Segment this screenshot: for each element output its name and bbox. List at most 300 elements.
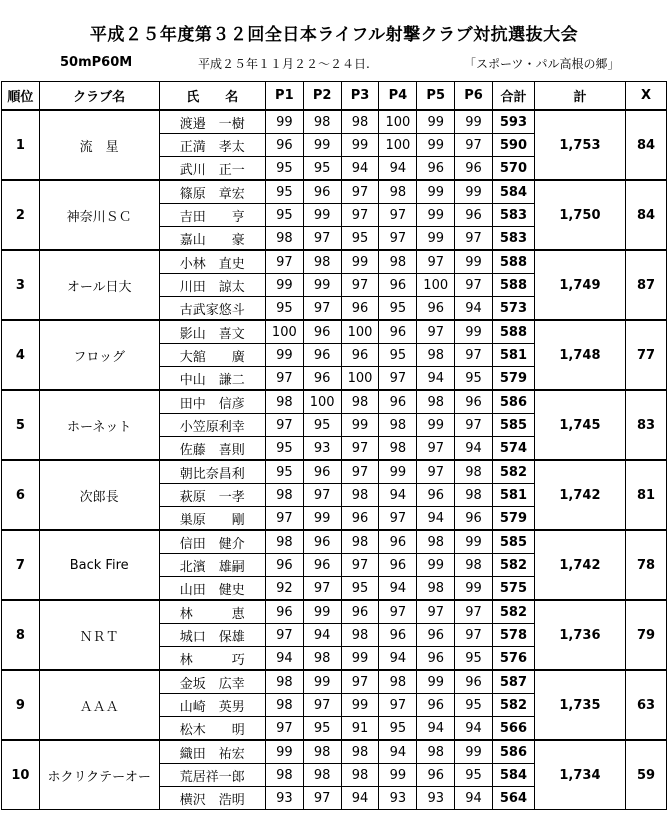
page-title: 平成２５年度第３２回全日本ライフル射撃クラブ対抗選抜大会 — [89, 25, 579, 45]
series-score-p6: 95 — [455, 694, 493, 717]
team-total: 1,734 — [534, 740, 625, 810]
series-score-p1: 96 — [265, 600, 303, 624]
series-score-p5: 99 — [417, 227, 455, 251]
team-rank: 6 — [2, 460, 40, 530]
series-score-p2: 97 — [303, 694, 341, 717]
table-row — [2, 250, 667, 274]
shooter-name: 田中 信彦 — [159, 390, 265, 414]
p5-header: P5 — [417, 82, 455, 111]
p4-header: P4 — [379, 82, 417, 111]
shooter-name: 川田 諒太 — [159, 274, 265, 297]
series-score-p2: 97 — [303, 227, 341, 251]
series-score-p4: 96 — [379, 530, 417, 554]
series-score-p6: 96 — [455, 204, 493, 227]
series-score-p2: 99 — [303, 600, 341, 624]
series-score-p6: 96 — [455, 670, 493, 694]
club-name: 流 星 — [39, 110, 159, 180]
team-group — [2, 110, 667, 180]
series-score-p2: 99 — [303, 274, 341, 297]
shooter-name: 吉田 亨 — [159, 204, 265, 227]
shooter-name: 古武家悠斗 — [159, 297, 265, 321]
series-score-p4: 94 — [379, 577, 417, 601]
results-table — [1, 81, 667, 810]
series-score-p2: 98 — [303, 647, 341, 671]
series-score-p4: 97 — [379, 694, 417, 717]
series-score-p4: 95 — [379, 297, 417, 321]
series-score-p6: 95 — [455, 647, 493, 671]
series-score-p5: 99 — [417, 414, 455, 437]
series-score-p6: 97 — [455, 600, 493, 624]
series-score-p1: 98 — [265, 764, 303, 787]
series-score-p1: 99 — [265, 274, 303, 297]
series-score-p3: 99 — [341, 694, 379, 717]
team-group — [2, 530, 667, 600]
series-score-p5: 97 — [417, 600, 455, 624]
series-score-p1: 97 — [265, 717, 303, 741]
shooter-subtotal: 588 — [492, 274, 534, 297]
series-score-p3: 94 — [341, 157, 379, 181]
shooter-name: 大舘 廣 — [159, 344, 265, 367]
table-row — [2, 740, 667, 764]
series-score-p1: 100 — [265, 320, 303, 344]
series-score-p2: 98 — [303, 250, 341, 274]
series-score-p1: 98 — [265, 390, 303, 414]
team-total: 1,753 — [534, 110, 625, 180]
series-score-p3: 100 — [341, 320, 379, 344]
team-rank: 4 — [2, 320, 40, 390]
series-score-p2: 97 — [303, 297, 341, 321]
shooter-name: 嘉山 豪 — [159, 227, 265, 251]
team-x-count: 84 — [625, 180, 666, 250]
series-score-p1: 98 — [265, 530, 303, 554]
series-score-p2: 97 — [303, 787, 341, 810]
series-score-p2: 94 — [303, 624, 341, 647]
series-score-p3: 96 — [341, 344, 379, 367]
header-row — [2, 82, 667, 111]
venue-label: 「スポーツ・パル高根の郷」 — [464, 57, 620, 71]
series-score-p5: 96 — [417, 297, 455, 321]
team-x-count: 87 — [625, 250, 666, 320]
series-score-p2: 93 — [303, 437, 341, 461]
team-rank: 8 — [2, 600, 40, 670]
series-score-p2: 98 — [303, 740, 341, 764]
team-group — [2, 390, 667, 460]
shooter-name: 荒居祥一郎 — [159, 764, 265, 787]
shooter-name: 信田 健介 — [159, 530, 265, 554]
table-row — [2, 600, 667, 624]
series-score-p1: 97 — [265, 250, 303, 274]
shooter-name: 正満 孝太 — [159, 134, 265, 157]
team-total: 1,736 — [534, 600, 625, 670]
club-name: オール日大 — [39, 250, 159, 320]
team-total: 1,735 — [534, 670, 625, 740]
series-score-p4: 94 — [379, 740, 417, 764]
shooter-subtotal: 585 — [492, 414, 534, 437]
series-score-p6: 99 — [455, 110, 493, 134]
team-x-count: 59 — [625, 740, 666, 810]
series-score-p6: 97 — [455, 274, 493, 297]
series-score-p3: 95 — [341, 227, 379, 251]
total-header: 計 — [534, 82, 625, 111]
series-score-p4: 96 — [379, 624, 417, 647]
team-total: 1,742 — [534, 530, 625, 600]
club-name: ホーネット — [39, 390, 159, 460]
team-total: 1,749 — [534, 250, 625, 320]
series-score-p6: 97 — [455, 134, 493, 157]
team-x-count: 78 — [625, 530, 666, 600]
table-row — [2, 320, 667, 344]
series-score-p5: 98 — [417, 740, 455, 764]
series-score-p3: 97 — [341, 180, 379, 204]
series-score-p3: 99 — [341, 647, 379, 671]
series-score-p3: 98 — [341, 484, 379, 507]
series-score-p4: 99 — [379, 460, 417, 484]
shooter-name: 巣原 剛 — [159, 507, 265, 531]
series-score-p2: 96 — [303, 180, 341, 204]
team-total: 1,750 — [534, 180, 625, 250]
series-score-p5: 94 — [417, 507, 455, 531]
series-score-p3: 97 — [341, 204, 379, 227]
shooter-subtotal: 585 — [492, 530, 534, 554]
series-score-p6: 99 — [455, 180, 493, 204]
shooter-subtotal: 575 — [492, 577, 534, 601]
club-name: フロッグ — [39, 320, 159, 390]
series-score-p2: 97 — [303, 577, 341, 601]
series-score-p2: 99 — [303, 204, 341, 227]
series-score-p5: 99 — [417, 204, 455, 227]
series-score-p2: 96 — [303, 367, 341, 391]
series-score-p5: 96 — [417, 624, 455, 647]
series-score-p3: 99 — [341, 250, 379, 274]
rank-header: 順位 — [2, 82, 40, 111]
series-score-p6: 97 — [455, 624, 493, 647]
shooter-name: 武川 正一 — [159, 157, 265, 181]
series-score-p1: 98 — [265, 694, 303, 717]
series-score-p2: 96 — [303, 554, 341, 577]
series-score-p5: 96 — [417, 764, 455, 787]
shooter-subtotal: 584 — [492, 764, 534, 787]
series-score-p5: 96 — [417, 484, 455, 507]
series-score-p4: 99 — [379, 764, 417, 787]
series-score-p4: 96 — [379, 320, 417, 344]
series-score-p4: 94 — [379, 484, 417, 507]
series-score-p4: 100 — [379, 134, 417, 157]
series-score-p4: 98 — [379, 414, 417, 437]
shooter-subtotal: 582 — [492, 694, 534, 717]
series-score-p4: 97 — [379, 204, 417, 227]
series-score-p5: 96 — [417, 157, 455, 181]
series-score-p5: 98 — [417, 344, 455, 367]
series-score-p3: 97 — [341, 437, 379, 461]
shooter-subtotal: 573 — [492, 297, 534, 321]
series-score-p3: 94 — [341, 787, 379, 810]
series-score-p2: 96 — [303, 344, 341, 367]
shooter-name: 篠原 章宏 — [159, 180, 265, 204]
shooter-name: 山田 健史 — [159, 577, 265, 601]
series-score-p4: 100 — [379, 110, 417, 134]
team-group — [2, 740, 667, 810]
series-score-p3: 96 — [341, 600, 379, 624]
series-score-p3: 96 — [341, 507, 379, 531]
team-total: 1,748 — [534, 320, 625, 390]
series-score-p1: 95 — [265, 460, 303, 484]
series-score-p2: 99 — [303, 507, 341, 531]
shooter-subtotal: 588 — [492, 250, 534, 274]
club-header: クラブ名 — [39, 82, 159, 111]
team-rank: 5 — [2, 390, 40, 460]
p3-header: P3 — [341, 82, 379, 111]
series-score-p3: 98 — [341, 390, 379, 414]
team-rank: 10 — [2, 740, 40, 810]
series-score-p5: 98 — [417, 530, 455, 554]
shooter-subtotal: 581 — [492, 484, 534, 507]
club-name: 神奈川ＳＣ — [39, 180, 159, 250]
series-score-p5: 98 — [417, 390, 455, 414]
series-score-p2: 99 — [303, 670, 341, 694]
shooter-subtotal: 582 — [492, 554, 534, 577]
series-score-p1: 96 — [265, 554, 303, 577]
p6-header: P6 — [455, 82, 493, 111]
team-group — [2, 460, 667, 530]
shooter-name: 松木 明 — [159, 717, 265, 741]
shooter-name: 渡邉 一樹 — [159, 110, 265, 134]
table-row — [2, 180, 667, 204]
series-score-p1: 95 — [265, 437, 303, 461]
series-score-p3: 97 — [341, 274, 379, 297]
series-score-p3: 99 — [341, 414, 379, 437]
series-score-p6: 99 — [455, 577, 493, 601]
shooter-subtotal: 593 — [492, 110, 534, 134]
series-score-p2: 100 — [303, 390, 341, 414]
series-score-p5: 96 — [417, 647, 455, 671]
series-score-p5: 100 — [417, 274, 455, 297]
team-rank: 9 — [2, 670, 40, 740]
series-score-p4: 96 — [379, 554, 417, 577]
series-score-p3: 97 — [341, 460, 379, 484]
series-score-p2: 98 — [303, 110, 341, 134]
series-score-p3: 97 — [341, 670, 379, 694]
p1-header: P1 — [265, 82, 303, 111]
series-score-p6: 97 — [455, 344, 493, 367]
series-score-p4: 94 — [379, 157, 417, 181]
shooter-name: 北濱 雄嗣 — [159, 554, 265, 577]
team-rank: 3 — [2, 250, 40, 320]
series-score-p4: 97 — [379, 507, 417, 531]
table-row — [2, 460, 667, 484]
series-score-p3: 96 — [341, 297, 379, 321]
shooter-name: 林 恵 — [159, 600, 265, 624]
team-x-count: 81 — [625, 460, 666, 530]
shooter-name: 山崎 英男 — [159, 694, 265, 717]
shooter-name: 朝比奈昌利 — [159, 460, 265, 484]
table-row — [2, 530, 667, 554]
series-score-p1: 97 — [265, 624, 303, 647]
series-score-p6: 98 — [455, 484, 493, 507]
series-score-p5: 94 — [417, 717, 455, 741]
series-score-p4: 93 — [379, 787, 417, 810]
series-score-p4: 97 — [379, 367, 417, 391]
shooter-name: 小笠原利幸 — [159, 414, 265, 437]
table-row — [2, 670, 667, 694]
series-score-p6: 99 — [455, 320, 493, 344]
series-score-p1: 97 — [265, 367, 303, 391]
team-group — [2, 180, 667, 250]
shooter-subtotal: 586 — [492, 390, 534, 414]
series-score-p2: 97 — [303, 484, 341, 507]
series-score-p3: 100 — [341, 367, 379, 391]
series-score-p4: 98 — [379, 180, 417, 204]
series-score-p3: 99 — [341, 134, 379, 157]
series-score-p6: 94 — [455, 297, 493, 321]
shooter-subtotal: 578 — [492, 624, 534, 647]
series-score-p4: 97 — [379, 600, 417, 624]
series-score-p1: 98 — [265, 670, 303, 694]
series-score-p1: 94 — [265, 647, 303, 671]
shooter-subtotal: 579 — [492, 367, 534, 391]
series-score-p4: 95 — [379, 717, 417, 741]
p2-header: P2 — [303, 82, 341, 111]
series-score-p4: 98 — [379, 437, 417, 461]
shooter-name: 佐藤 喜則 — [159, 437, 265, 461]
team-group — [2, 670, 667, 740]
series-score-p3: 98 — [341, 110, 379, 134]
series-score-p5: 97 — [417, 460, 455, 484]
shooter-subtotal: 590 — [492, 134, 534, 157]
shooter-name: 林 巧 — [159, 647, 265, 671]
series-score-p4: 96 — [379, 274, 417, 297]
team-x-count: 79 — [625, 600, 666, 670]
date-label: 平成２５年１１月２２～２４日. — [198, 57, 370, 71]
series-score-p2: 96 — [303, 460, 341, 484]
series-score-p2: 96 — [303, 530, 341, 554]
team-group — [2, 250, 667, 320]
shooter-name: 織田 祐宏 — [159, 740, 265, 764]
series-score-p6: 94 — [455, 717, 493, 741]
table-header — [2, 82, 667, 111]
name-header: 氏 名 — [159, 82, 265, 111]
club-name: 次郎長 — [39, 460, 159, 530]
series-score-p5: 99 — [417, 110, 455, 134]
series-score-p1: 99 — [265, 110, 303, 134]
series-score-p3: 98 — [341, 764, 379, 787]
team-x-count: 77 — [625, 320, 666, 390]
shooter-subtotal: 579 — [492, 507, 534, 531]
shooter-name: 横沢 浩明 — [159, 787, 265, 810]
series-score-p4: 96 — [379, 390, 417, 414]
club-name: ＮＲＴ — [39, 600, 159, 670]
series-score-p3: 95 — [341, 577, 379, 601]
series-score-p1: 95 — [265, 297, 303, 321]
team-total: 1,745 — [534, 390, 625, 460]
series-score-p1: 95 — [265, 180, 303, 204]
shooter-subtotal: 576 — [492, 647, 534, 671]
series-score-p6: 97 — [455, 227, 493, 251]
series-score-p4: 98 — [379, 250, 417, 274]
series-score-p5: 99 — [417, 134, 455, 157]
series-score-p6: 97 — [455, 414, 493, 437]
shooter-subtotal: 570 — [492, 157, 534, 181]
series-score-p3: 98 — [341, 530, 379, 554]
series-score-p6: 98 — [455, 460, 493, 484]
series-score-p4: 94 — [379, 647, 417, 671]
team-rank: 1 — [2, 110, 40, 180]
series-score-p4: 97 — [379, 227, 417, 251]
shooter-subtotal: 574 — [492, 437, 534, 461]
team-rank: 7 — [2, 530, 40, 600]
series-score-p4: 98 — [379, 670, 417, 694]
series-score-p3: 91 — [341, 717, 379, 741]
shooter-subtotal: 586 — [492, 740, 534, 764]
series-score-p4: 95 — [379, 344, 417, 367]
series-score-p6: 94 — [455, 787, 493, 810]
shooter-name: 金坂 広幸 — [159, 670, 265, 694]
series-score-p5: 98 — [417, 577, 455, 601]
shooter-subtotal: 583 — [492, 227, 534, 251]
series-score-p1: 97 — [265, 414, 303, 437]
series-score-p6: 96 — [455, 507, 493, 531]
shooter-name: 小林 直史 — [159, 250, 265, 274]
series-score-p5: 96 — [417, 694, 455, 717]
series-score-p2: 98 — [303, 764, 341, 787]
team-group — [2, 320, 667, 390]
team-group — [2, 600, 667, 670]
shooter-subtotal: 582 — [492, 600, 534, 624]
series-score-p2: 95 — [303, 717, 341, 741]
series-score-p2: 99 — [303, 134, 341, 157]
series-score-p1: 95 — [265, 204, 303, 227]
shooter-subtotal: 588 — [492, 320, 534, 344]
series-score-p2: 95 — [303, 414, 341, 437]
series-score-p2: 95 — [303, 157, 341, 181]
series-score-p3: 97 — [341, 554, 379, 577]
shooter-subtotal: 583 — [492, 204, 534, 227]
series-score-p6: 96 — [455, 157, 493, 181]
shooter-subtotal: 584 — [492, 180, 534, 204]
shooter-subtotal: 564 — [492, 787, 534, 810]
shooter-subtotal: 587 — [492, 670, 534, 694]
event-label: 50mP60M — [60, 55, 133, 70]
series-score-p5: 93 — [417, 787, 455, 810]
club-name: ホクリクテーオー — [39, 740, 159, 810]
series-score-p1: 98 — [265, 227, 303, 251]
team-x-count: 84 — [625, 110, 666, 180]
series-score-p5: 99 — [417, 670, 455, 694]
shooter-name: 城口 保雄 — [159, 624, 265, 647]
shooter-subtotal: 566 — [492, 717, 534, 741]
series-score-p5: 97 — [417, 250, 455, 274]
team-rank: 2 — [2, 180, 40, 250]
x-header: X — [625, 82, 666, 111]
series-score-p6: 95 — [455, 764, 493, 787]
series-score-p6: 96 — [455, 390, 493, 414]
series-score-p1: 92 — [265, 577, 303, 601]
series-score-p1: 97 — [265, 507, 303, 531]
table-row — [2, 390, 667, 414]
series-score-p1: 98 — [265, 484, 303, 507]
series-score-p6: 94 — [455, 437, 493, 461]
series-score-p1: 93 — [265, 787, 303, 810]
series-score-p5: 94 — [417, 367, 455, 391]
series-score-p1: 95 — [265, 157, 303, 181]
series-score-p6: 99 — [455, 530, 493, 554]
series-score-p5: 99 — [417, 554, 455, 577]
series-score-p1: 99 — [265, 344, 303, 367]
team-x-count: 63 — [625, 670, 666, 740]
series-score-p6: 99 — [455, 250, 493, 274]
series-score-p1: 96 — [265, 134, 303, 157]
series-score-p6: 98 — [455, 554, 493, 577]
series-score-p5: 99 — [417, 180, 455, 204]
